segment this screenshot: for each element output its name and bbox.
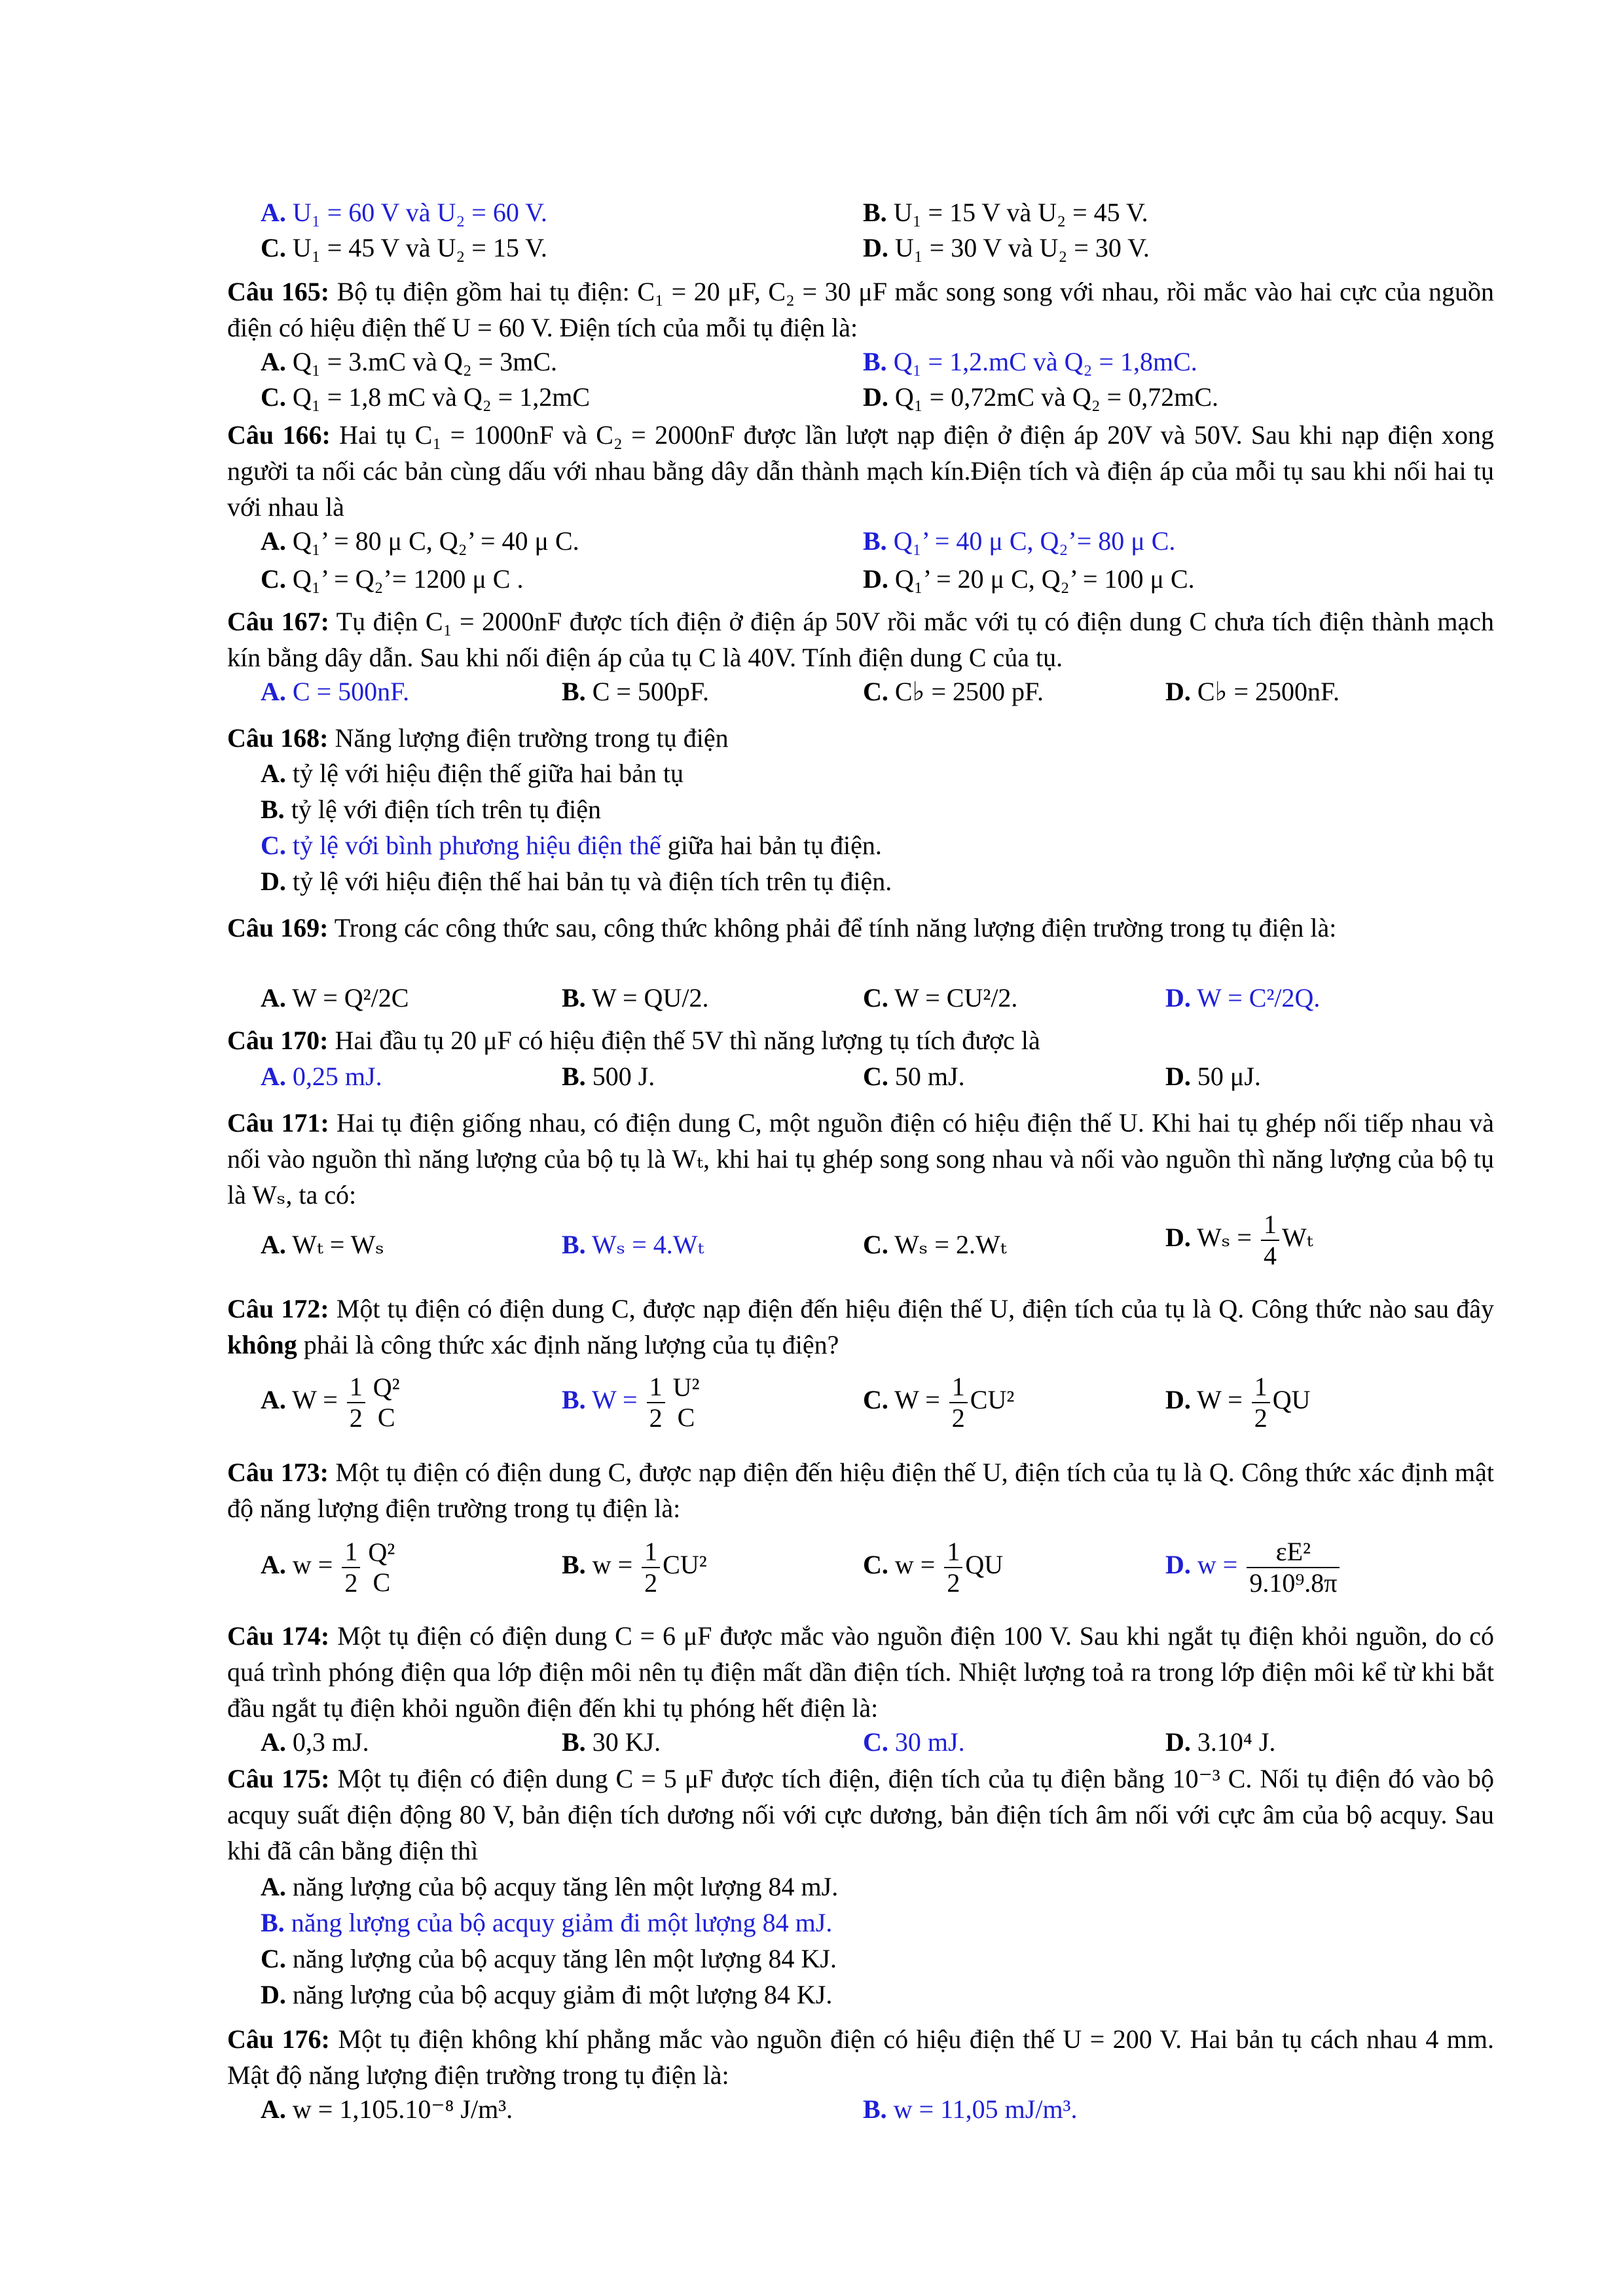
q173-option-a: A. w = $\frac{1}{2}$ Q² C bbox=[261, 1537, 395, 1598]
q173-option-d: D. w = $\frac{\text{εE²}}{\text{9.10⁹.8π}}$ bbox=[1165, 1537, 1342, 1598]
q165-option-c: C. Q₁ = 1,8 mC và Q₂ = 1,2mC bbox=[261, 382, 591, 412]
q176-stem: Câu 176: Một tụ điện không khí phẳng mắc vào nguồn điện có hiệu điện thế U = 200 V. Hai bản tụ cách nhau 4 mm. Mật độ năng lượng điện trường trong tụ điện là: bbox=[227, 2024, 1495, 2090]
q166-stem: Câu 166: Hai tụ C₁ = 1000nF và C₂ = 2000nF được lần lượt nạp điện ở điện áp 20V và 50V. Sau khi nạp điện xong người ta nối các bản cùng dấu với nhau bằng dây dẫn thành mạch kín.Điện tích và điện áp của mỗi tụ sau khi nối hai tụ với nhau là bbox=[227, 420, 1495, 522]
q175-option-b: B. năng lượng của bộ acquy giảm đi một lượng 84 mJ. bbox=[261, 1908, 833, 1937]
q168-option-c: C. tỷ lệ với bình phương hiệu điện thế giữa hai bản tụ điện. bbox=[261, 831, 882, 860]
q164-option-a bbox=[261, 195, 547, 230]
q174-option-b: B. 30 KJ. bbox=[562, 1727, 661, 1757]
q167-option-a: A. C = 500nF. bbox=[261, 677, 410, 706]
q171-option-a: A. Wₜ = Wₛ bbox=[261, 1230, 384, 1259]
q175-option-a: A. năng lượng của bộ acquy tăng lên một lượng 84 mJ. bbox=[261, 1872, 839, 1901]
q164-option-c bbox=[261, 230, 547, 266]
q165-stem bbox=[227, 274, 1494, 346]
question-label: Câu 165: bbox=[227, 277, 330, 306]
q170-option-c: C. 50 mJ. bbox=[863, 1062, 965, 1091]
q164-option-b bbox=[863, 195, 1148, 230]
q166-option-d: D. Q₁’ = 20 μ C, Q₂’ = 100 μ C. bbox=[863, 564, 1195, 594]
q169-option-a: A. W = Q²/2C bbox=[261, 983, 409, 1013]
q169-option-d: D. W = C²/2Q. bbox=[1165, 983, 1321, 1013]
q166-option-c: C. Q₁’ = Q₂’= 1200 μ C . bbox=[261, 564, 524, 594]
q164-option-d bbox=[863, 230, 1150, 266]
q166-option-a: A. Q₁’ = 80 μ C, Q₂’ = 40 μ C. bbox=[261, 526, 579, 556]
q169-stem: Câu 169: Trong các công thức sau, công thức không phải để tính năng lượng điện trường trong tụ điện là: bbox=[227, 913, 1337, 942]
q176-option-a: A. w = 1,105.10⁻⁸ J/m³. bbox=[261, 2094, 513, 2124]
q167-option-b: B. C = 500pF. bbox=[562, 677, 709, 706]
option-text: U₁ = 60 V và U₂ = 60 V. bbox=[292, 198, 547, 227]
q168-option-b: B. tỷ lệ với điện tích trên tụ điện bbox=[261, 795, 601, 824]
q174-stem: Câu 174: Một tụ điện có điện dung C = 6 μF được mắc vào nguồn điện 100 V. Sau khi ngắt tụ điện khỏi nguồn, do có quá trình phóng điện qua lớp điện môi nên tụ điện mất dần điện tích. Nhiệt lượng toả ra trong lớp điện môi kể từ khi bắt đầu ngắt tụ điện khỏi nguồn điện đến khi tụ phóng hết điện là: bbox=[227, 1621, 1495, 1723]
q167-option-c: C. C♭ = 2500 pF. bbox=[863, 677, 1044, 706]
q171-option-d: D. Wₛ = $\frac{1}{4}$ Wₜ bbox=[1165, 1210, 1313, 1270]
q169-option-c: C. W = CU²/2. bbox=[863, 983, 1018, 1013]
q172-option-c: C. W = $\frac{1}{2}$ CU² bbox=[863, 1372, 1015, 1433]
option-text: U₁ = 15 V và U₂ = 45 V. bbox=[893, 198, 1148, 227]
q175-stem: Câu 175: Một tụ điện có điện dung C = 5 μF được tích điện, điện tích của tụ điện bằng 10⁻³ C. Nối tụ điện đó vào bộ acquy suất điện động 80 V, bản điện tích dương nối với cực dương, bản điện tích âm nối với cực âm của bộ acquy. Sau khi đã cân bằng điện thì bbox=[227, 1764, 1495, 1865]
q170-option-b: B. 500 J. bbox=[562, 1062, 655, 1091]
q175-option-d: D. năng lượng của bộ acquy giảm đi một lượng 84 KJ. bbox=[261, 1980, 833, 2009]
q173-option-b: B. w = $\frac{1}{2}$ CU² bbox=[562, 1537, 707, 1598]
q171-stem: Câu 171: Hai tụ điện giống nhau, có điện dung C, một nguồn điện có hiệu điện thế U. Khi hai tụ ghép nối tiếp nhau và nối vào nguồn thì năng lượng của bộ tụ là Wₜ, khi hai tụ ghép song song nhau và nối vào nguồn thì năng lượng của bộ tụ là Wₛ, ta có: bbox=[227, 1108, 1495, 1210]
q171-option-b: B. Wₛ = 4.Wₜ bbox=[562, 1230, 704, 1259]
q172-option-b: B. W = $\frac{1}{2}$ U² C bbox=[562, 1372, 700, 1433]
q173-stem: Câu 173: Một tụ điện có điện dung C, được nạp điện đến hiệu điện thế U, điện tích của tụ là Q. Công thức xác định mật độ năng lượng điện trường trong tụ điện là: bbox=[227, 1458, 1494, 1523]
q172-stem: Câu 172: Một tụ điện có điện dung C, được nạp điện đến hiệu điện thế U, điện tích của tụ là Q. Công thức nào sau đây không phải là công thức xác định năng lượng của tụ điện? bbox=[227, 1294, 1495, 1359]
option-letter: C. bbox=[261, 233, 286, 262]
q165-option-a: A. Q₁ = 3.mC và Q₂ = 3mC. bbox=[261, 347, 558, 376]
q174-option-c: C. 30 mJ. bbox=[863, 1727, 965, 1757]
q172-option-a: A. W = $\frac{1}{2}$ Q² C bbox=[261, 1372, 400, 1433]
option-letter: A. bbox=[261, 198, 286, 227]
q172-option-d: D. W = $\frac{1}{2}$ QU bbox=[1165, 1372, 1311, 1433]
q165-option-d: D. Q₁ = 0,72mC và Q₂ = 0,72mC. bbox=[863, 382, 1219, 412]
fraction: $\frac{1}{4}$ bbox=[1261, 1210, 1279, 1271]
option-text: U₁ = 45 V và U₂ = 15 V. bbox=[292, 233, 547, 262]
q165-option-b: B. Q₁ = 1,2.mC và Q₂ = 1,8mC. bbox=[863, 347, 1197, 376]
q171-option-c: C. Wₛ = 2.Wₜ bbox=[863, 1230, 1007, 1259]
q174-option-a: A. 0,3 mJ. bbox=[261, 1727, 369, 1757]
question-text: Bộ tụ điện gồm hai tụ điện: C₁ = 20 μF, C₂ = 30 μF mắc song song với nhau, rồi mắc vào hai cực của nguồn điện có hiệu điện thế U = 60 V. Điện tích của mỗi tụ điện là: bbox=[227, 277, 1494, 342]
q176-option-b: B. w = 11,05 mJ/m³. bbox=[863, 2094, 1078, 2124]
q170-stem: Câu 170: Hai đầu tụ 20 μF có hiệu điện thế 5V thì năng lượng tụ tích được là bbox=[227, 1026, 1040, 1055]
option-letter: D. bbox=[863, 233, 888, 262]
q175-option-c: C. năng lượng của bộ acquy tăng lên một lượng 84 KJ. bbox=[261, 1944, 837, 1973]
q167-stem: Câu 167: Tụ điện C₁ = 2000nF được tích điện ở điện áp 50V rồi mắc với tụ có điện dung C chưa tích điện thành mạch kín bằng dây dẫn. Sau khi nối điện áp của tụ C là 40V. Tính điện dung C của tụ. bbox=[227, 607, 1495, 672]
q169-option-b: B. W = QU/2. bbox=[562, 983, 709, 1013]
q166-option-b: B. Q₁’ = 40 μ C, Q₂’= 80 μ C. bbox=[863, 526, 1176, 556]
option-text: U₁ = 30 V và U₂ = 30 V. bbox=[894, 233, 1150, 262]
q168-stem: Câu 168: Năng lượng điện trường trong tụ điện bbox=[227, 723, 729, 753]
q168-option-a: A. tỷ lệ với hiệu điện thế giữa hai bản tụ bbox=[261, 759, 684, 788]
q170-option-d: D. 50 μJ. bbox=[1165, 1062, 1261, 1091]
q173-option-c: C. w = $\frac{1}{2}$ QU bbox=[863, 1537, 1004, 1598]
q167-option-d: D. C♭ = 2500nF. bbox=[1165, 677, 1340, 706]
q170-option-a: A. 0,25 mJ. bbox=[261, 1062, 382, 1091]
q174-option-d: D. 3.10⁴ J. bbox=[1165, 1727, 1276, 1757]
option-letter: B. bbox=[863, 198, 887, 227]
q168-option-d: D. tỷ lệ với hiệu điện thế hai bản tụ và điện tích trên tụ điện. bbox=[261, 867, 892, 896]
